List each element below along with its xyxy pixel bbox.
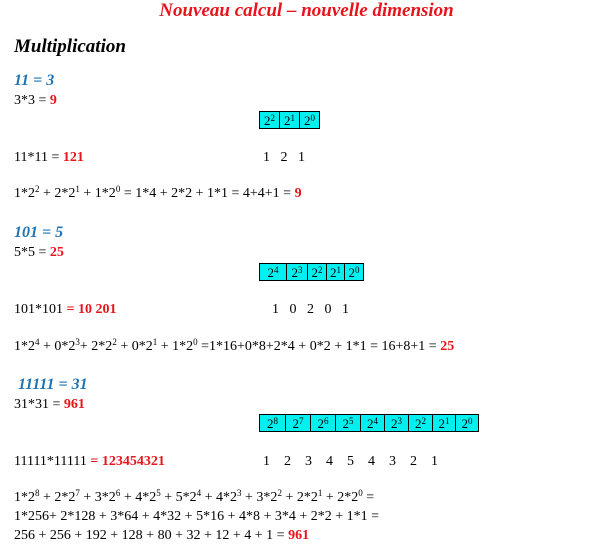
multiplication-result: = 123454321: [90, 454, 165, 469]
power-box: $2^2$: [408, 414, 433, 432]
example-1-square: [14, 93, 57, 109]
result: 9: [294, 186, 302, 201]
example-2-multiplication: [14, 302, 116, 318]
term: + 4*2: [201, 490, 238, 505]
exponent: 7: [75, 488, 80, 498]
power-box: $2^2$: [259, 111, 280, 129]
term: 1*2: [14, 339, 35, 354]
exponent: 4: [196, 488, 202, 498]
square-expression: 3*3 =: [14, 93, 50, 108]
square-result: 9: [49, 93, 57, 108]
term: + 1*2: [79, 186, 116, 201]
exponent: 1: [75, 184, 80, 194]
exponent: 2: [277, 488, 282, 498]
exponent: 0: [115, 184, 121, 194]
example-2-label: 101 = 5: [14, 224, 64, 241]
example-3-square: [14, 397, 85, 413]
power-box: $2^1$: [326, 263, 345, 281]
term: + 0*2: [39, 339, 76, 354]
sum-result: 961: [288, 528, 310, 543]
example-1-label: 11 = 3: [14, 72, 55, 89]
power-boxes-3: [259, 414, 479, 432]
power-box: $2^5$: [335, 414, 361, 432]
term: =: [362, 490, 375, 505]
term: + 0*2: [116, 339, 153, 354]
power-box: $2^0$: [299, 111, 320, 129]
exponent: 3: [75, 337, 80, 347]
power-box: $2^3$: [286, 263, 308, 281]
expansion-line-3a: [14, 490, 374, 506]
sum-expression: 256 + 256 + 192 + 128 + 80 + 32 + 12 + 4 + 1 =: [14, 528, 289, 543]
expansion-line-2: [14, 339, 454, 355]
term: + 2*2: [79, 339, 113, 354]
power-box: $2^4$: [259, 263, 287, 281]
power-box: $2^1$: [432, 414, 456, 432]
example-3-label: 11111 = 31: [18, 376, 88, 393]
exponent: 0: [193, 337, 198, 347]
square-result: 961: [63, 397, 85, 412]
power-box: $2^6$: [310, 414, 336, 432]
expansion-line-1: [14, 186, 302, 202]
page-title: Nouveau calcul – nouvelle dimension: [159, 0, 454, 21]
term: 1*2: [14, 186, 35, 201]
digit-row-2: 1 0 2 0 1: [272, 302, 349, 317]
power-box: $2^8$: [259, 414, 286, 432]
power-boxes-1: [259, 111, 320, 129]
example-3-multiplication: [14, 454, 165, 470]
term: + 1*2: [157, 339, 194, 354]
exponent: 6: [115, 488, 121, 498]
power-boxes-2: [259, 263, 364, 281]
term: + 2*2: [281, 490, 318, 505]
term: + 4*2: [120, 490, 157, 505]
term: + 5*2: [160, 490, 197, 505]
term: + 2*2: [322, 490, 359, 505]
exponent: 2: [35, 184, 40, 194]
power-box: $2^0$: [455, 414, 479, 432]
exponent: 0: [358, 488, 363, 498]
example-2-square: [14, 245, 64, 261]
term: + 3*2: [241, 490, 278, 505]
power-box: $2^3$: [384, 414, 409, 432]
power-box: $2^1$: [279, 111, 300, 129]
square-expression: 31*31 =: [14, 397, 64, 412]
expansion-line-3b: 1*256+ 2*128 + 3*64 + 4*32 + 5*16 + 4*8 + 3*4 + 2*2 + 1*1 =: [14, 509, 380, 524]
exponent: 1: [317, 488, 323, 498]
power-box: $2^7$: [285, 414, 311, 432]
result: 25: [440, 339, 455, 354]
multiplication-result: = 10 201: [66, 302, 117, 317]
exponent: 8: [35, 488, 40, 498]
exponent: 5: [156, 488, 161, 498]
multiplication-expression: 11111*11111: [14, 454, 91, 469]
exponent: 2: [112, 337, 117, 347]
digit-row-1: 1 2 1: [263, 150, 305, 165]
term: 1*2: [14, 490, 35, 505]
exponent: 1: [152, 337, 158, 347]
power-box: $2^0$: [344, 263, 364, 281]
digit-row-3: 1 2 3 4 5 4 3 2 1: [263, 454, 438, 469]
exponent: 4: [35, 337, 40, 347]
term: + 2*2: [39, 186, 76, 201]
example-1-multiplication: [14, 150, 84, 166]
multiplication-result: 121: [62, 150, 84, 165]
term: = 1*4 + 2*2 + 1*1 = 4+4+1 =: [120, 186, 295, 201]
term: + 3*2: [79, 490, 116, 505]
section-heading: Multiplication: [14, 36, 126, 57]
power-box: $2^2$: [307, 263, 327, 281]
exponent: 3: [237, 488, 242, 498]
square-result: 25: [49, 245, 64, 260]
square-expression: 5*5 =: [14, 245, 50, 260]
term: =1*16+0*8+2*4 + 0*2 + 1*1 = 16+8+1 =: [197, 339, 441, 354]
multiplication-expression: 11*11 =: [14, 150, 63, 165]
expansion-line-3c: [14, 528, 309, 544]
multiplication-expression: 101*101: [14, 302, 67, 317]
power-box: $2^4$: [360, 414, 385, 432]
term: + 2*2: [39, 490, 76, 505]
